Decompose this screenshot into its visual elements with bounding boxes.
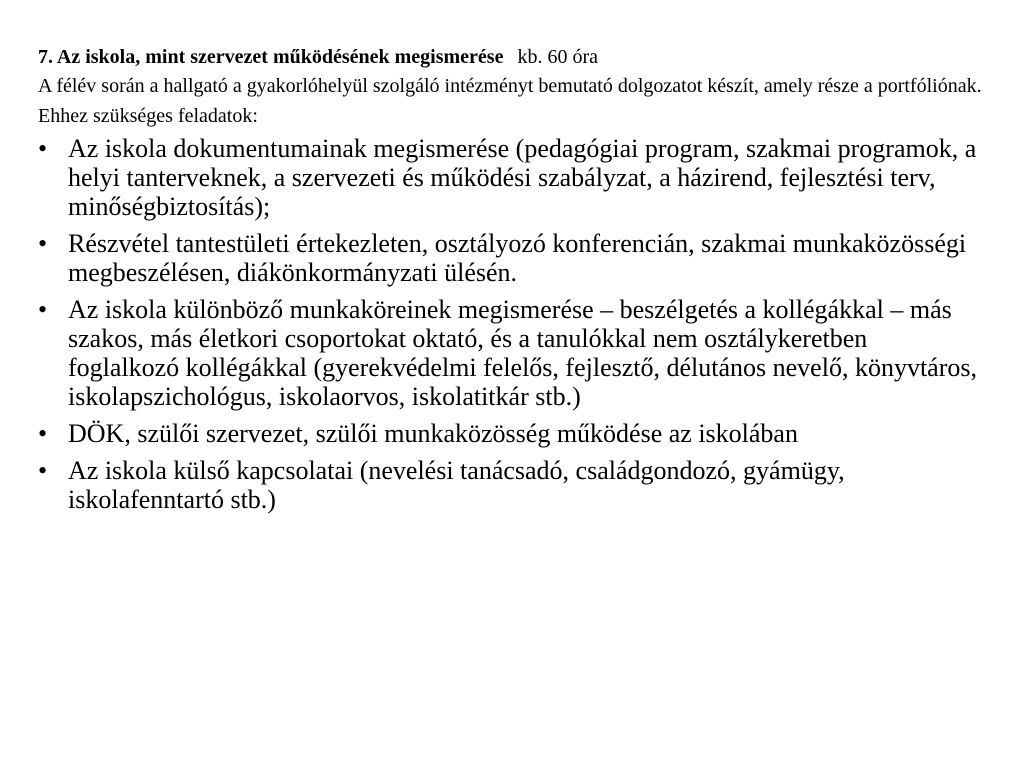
bullet-icon: •	[38, 295, 48, 324]
section-hours: kb. 60 óra	[517, 46, 599, 68]
task-item	[38, 456, 984, 514]
bullet-icon: •	[38, 419, 48, 448]
bullet-icon: •	[38, 229, 48, 258]
task-text: Részvétel tantestületi értekezleten, osztályozó konferencián, szakmai munkaközösségi megbeszélésen, diákönkormányzati ülésén.	[68, 229, 967, 287]
section-title: 7. Az iskola, mint szervezet működésének megismerése	[38, 46, 504, 68]
task-text: Az iskola különböző munkaköreinek megismerése – beszélgetés a kollégákkal – más szakos, más életkori csoportokat oktató, és a tanulókkal nem osztálykeretben foglalkozó kollégákkal (gyerekvédelmi felelős, fejlesztő, délutános nevelő, könyvtáros, iskolapszichológus, iskolaorvos, iskolatitkár stb.)	[68, 295, 977, 411]
task-item	[38, 134, 984, 221]
task-item	[38, 419, 984, 448]
task-text: Az iskola dokumentumainak megismerése (pedagógiai program, szakmai programok, a helyi tanterveknek, a szervezeti és működési szabályzat, a házirend, fejlesztési terv, minőségbiztosítás);	[68, 134, 977, 221]
tasks-subheading: Ehhez szükséges feladatok:	[38, 105, 258, 127]
intro-paragraph: A félév során a hallgató a gyakorlóhelyül szolgáló intézményt bemutató dolgozatot készít, amely része a portfóliónak.	[38, 75, 982, 97]
bullet-icon: •	[38, 134, 48, 163]
bullet-icon: •	[38, 456, 48, 485]
task-list	[38, 134, 984, 514]
section-heading	[38, 44, 984, 70]
task-item	[38, 295, 984, 411]
task-text: DÖK, szülői szervezet, szülői munkaközösség működése az iskolában	[68, 419, 798, 448]
task-text: Az iskola külső kapcsolatai (nevelési tanácsadó, családgondozó, gyámügy, iskolafenntartó stb.)	[68, 456, 845, 514]
task-item	[38, 229, 984, 287]
